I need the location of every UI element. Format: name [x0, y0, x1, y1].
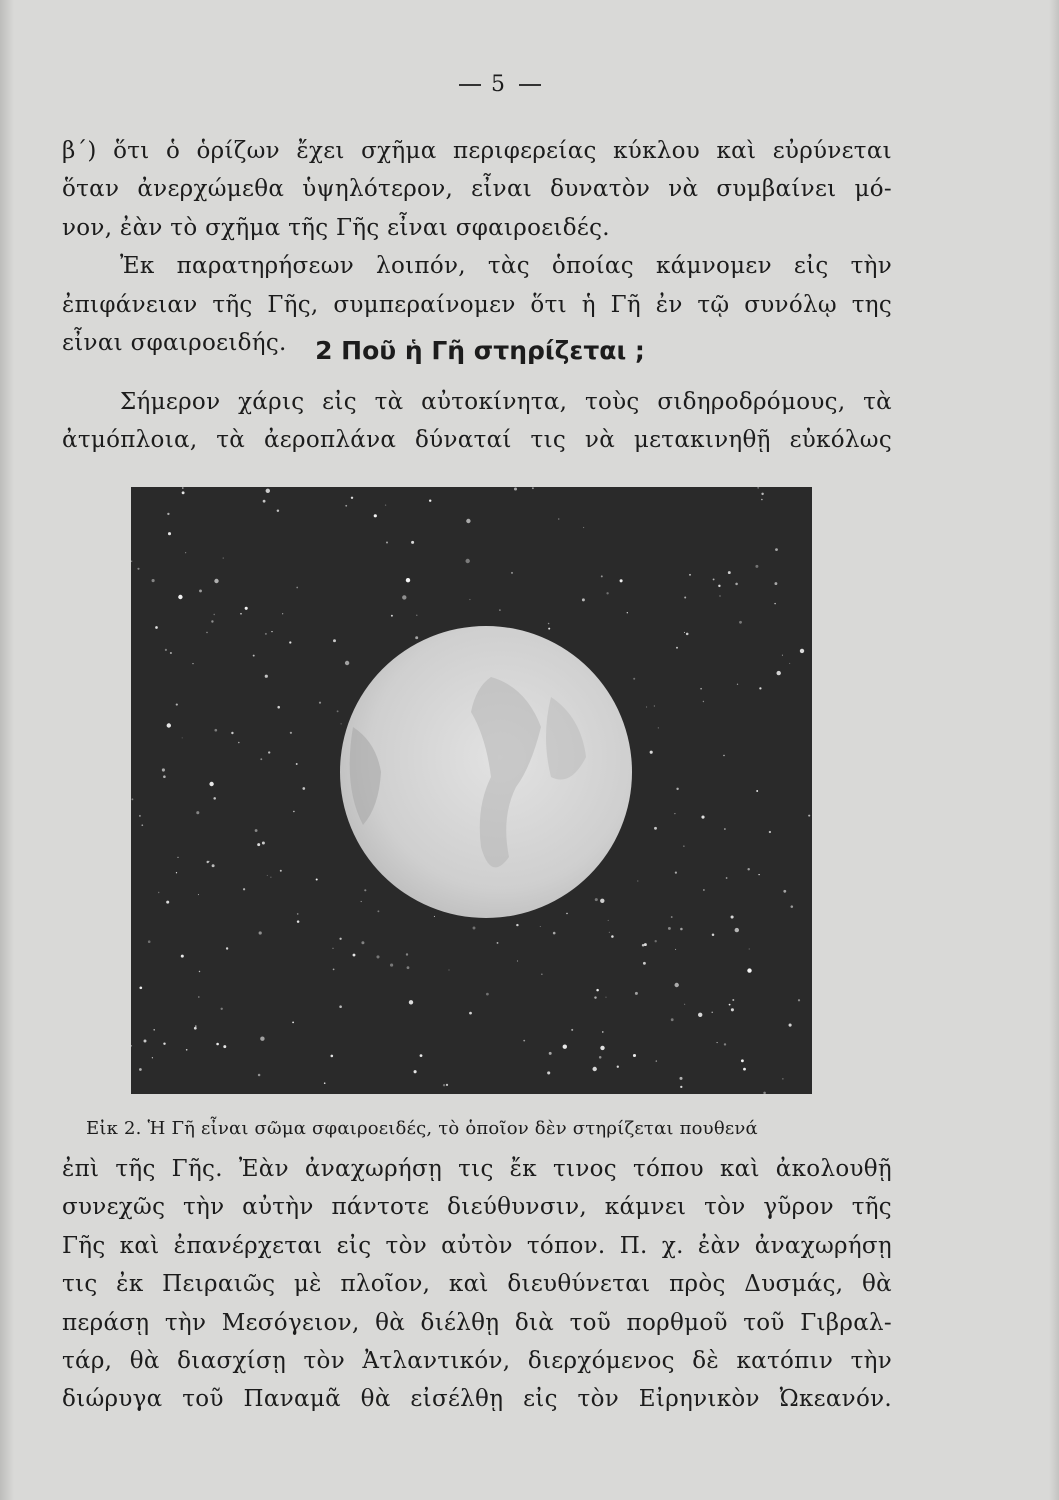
star: [292, 1021, 294, 1023]
star: [377, 910, 379, 912]
text-line: ὅταν ἀνερχώμεθα ὑψηλότερον, εἶναι δυνατὸν νὰ συμβαίνει μό-: [62, 176, 892, 203]
star: [601, 575, 603, 577]
star: [700, 688, 702, 690]
star: [737, 684, 738, 685]
star: [364, 889, 366, 891]
earth-figure: [131, 487, 812, 1094]
star: [231, 732, 233, 734]
star: [516, 924, 518, 926]
star: [789, 663, 790, 664]
star: [271, 631, 272, 632]
star: [680, 928, 683, 931]
star: [600, 899, 604, 903]
star: [469, 599, 470, 600]
star: [466, 559, 470, 563]
star: [549, 1052, 552, 1055]
star: [181, 955, 184, 958]
page-number: [0, 72, 1000, 97]
star: [499, 609, 501, 611]
star: [182, 487, 184, 489]
star: [583, 527, 584, 528]
star: [523, 1040, 525, 1042]
star: [214, 614, 215, 615]
star: [211, 620, 213, 622]
star: [718, 585, 720, 587]
star: [735, 928, 739, 932]
star: [749, 948, 750, 949]
star: [434, 916, 435, 917]
star: [798, 999, 800, 1001]
star: [611, 935, 614, 938]
star: [497, 942, 499, 944]
star: [296, 763, 298, 765]
star: [240, 613, 242, 615]
star: [658, 727, 659, 728]
star: [759, 687, 761, 689]
page-number-value: 5: [491, 72, 509, 97]
star: [654, 827, 657, 830]
star: [199, 589, 202, 592]
star: [333, 639, 336, 642]
star: [390, 964, 393, 967]
star: [213, 797, 216, 800]
text-line: ἀτμόπλοια, τὰ ἀεροπλάνα δύναταί τις νὰ μετακινηθῇ εὐκόλως: [62, 427, 892, 454]
star: [782, 655, 783, 656]
star: [620, 579, 623, 582]
star: [605, 997, 606, 998]
star: [177, 857, 178, 858]
star: [260, 1037, 264, 1041]
text-line: Σήμερον χάρις εἰς τὰ αὐτοκίνητα, τοὺς σιδηροδρόμους, τὰ: [120, 389, 892, 415]
star: [415, 636, 418, 639]
star: [153, 1029, 155, 1031]
star: [302, 787, 305, 790]
star: [280, 870, 282, 872]
star: [466, 519, 470, 523]
star: [255, 829, 258, 832]
star: [617, 1066, 619, 1068]
star: [808, 815, 810, 817]
star: [446, 1084, 448, 1086]
star: [192, 663, 193, 664]
star: [223, 558, 224, 559]
star: [263, 500, 266, 503]
star: [711, 1012, 712, 1013]
star: [376, 955, 379, 958]
star: [176, 704, 178, 706]
star: [385, 504, 386, 505]
star: [732, 999, 734, 1001]
star: [540, 926, 541, 927]
star: [679, 1077, 682, 1080]
text-line: Γῆς καὶ ἐπανέρχεται εἰς τὸν αὐτὸν τόπον. Π. χ. ἐὰν ἀναχωρήσῃ: [62, 1232, 892, 1259]
star: [800, 649, 804, 653]
star: [782, 1078, 783, 1079]
star: [163, 775, 166, 778]
star: [345, 505, 347, 507]
star: [409, 1000, 413, 1004]
star: [656, 1060, 657, 1061]
star: [593, 1067, 597, 1071]
star: [131, 561, 132, 562]
star: [265, 675, 268, 678]
star: [637, 880, 638, 881]
star: [675, 983, 679, 987]
star: [165, 649, 167, 651]
star: [148, 940, 151, 943]
star: [139, 1068, 142, 1071]
star: [265, 633, 267, 635]
star: [541, 974, 542, 975]
star: [755, 565, 758, 568]
star: [406, 578, 410, 582]
star: [724, 1043, 726, 1045]
star: [644, 943, 647, 946]
star: [337, 710, 339, 712]
star: [717, 1042, 718, 1043]
star: [654, 705, 655, 706]
star: [703, 889, 705, 891]
star: [139, 986, 142, 989]
star: [152, 1057, 153, 1058]
star: [726, 877, 728, 879]
star: [198, 996, 200, 998]
star: [683, 845, 684, 846]
star: [374, 514, 377, 517]
star: [448, 969, 449, 970]
star: [741, 1059, 744, 1062]
star: [253, 655, 255, 657]
star: [676, 647, 678, 649]
star: [676, 788, 678, 790]
star: [728, 571, 731, 574]
star: [671, 916, 673, 918]
star: [783, 890, 786, 893]
star: [712, 934, 715, 937]
star: [558, 518, 559, 519]
star: [739, 621, 742, 624]
star: [297, 913, 299, 915]
dash-right: [519, 84, 541, 86]
star: [514, 488, 517, 491]
star: [655, 940, 657, 942]
star: [162, 768, 165, 771]
page-edge-left: [0, 0, 14, 1500]
star: [221, 1008, 223, 1010]
top-paragraph: [62, 132, 892, 362]
star: [277, 706, 280, 709]
star: [411, 541, 414, 544]
star: [469, 1012, 472, 1015]
star: [563, 1045, 567, 1049]
star: [689, 574, 691, 576]
star: [167, 513, 169, 515]
star: [144, 1040, 147, 1043]
star: [595, 898, 598, 901]
star: [196, 811, 199, 814]
star: [553, 932, 556, 935]
star: [391, 615, 393, 617]
earth-in-space-illustration: [131, 487, 812, 1094]
text-line: ἐπιφάνειαν τῆς Γῆς, συμπεραίνομεν ὅτι ἡ Γῆ ἐν τῷ συνόλῳ της: [62, 291, 892, 318]
star: [547, 1071, 550, 1074]
star: [245, 607, 248, 610]
star: [731, 1008, 734, 1011]
star: [719, 595, 720, 596]
star: [186, 1049, 188, 1051]
page-edge-right: [1049, 0, 1059, 1500]
star: [517, 960, 518, 961]
star: [293, 811, 294, 812]
star: [243, 888, 245, 890]
star: [684, 597, 686, 599]
text-line: τις ἐκ Πειραιῶς μὲ πλοῖον, καὶ διευθύνεται πρὸς Δυσμάς, θὰ: [62, 1271, 892, 1298]
star: [266, 489, 270, 493]
star: [139, 815, 141, 817]
star: [182, 737, 183, 738]
star: [675, 872, 677, 874]
star: [361, 901, 362, 902]
star: [756, 790, 758, 792]
star: [680, 1086, 682, 1088]
star: [671, 1018, 674, 1021]
star: [131, 798, 133, 800]
star: [747, 968, 751, 972]
star: [199, 971, 200, 972]
star: [167, 723, 171, 727]
star: [633, 1054, 636, 1057]
star: [176, 872, 177, 873]
star: [226, 947, 228, 949]
star: [353, 954, 356, 957]
star: [178, 595, 182, 599]
star: [789, 1024, 792, 1027]
text-line: συνεχῶς τὴν αὐτὴν πάντοτε διεύθυνσιν, κάμνει τὸν γῦρον τῆς: [62, 1194, 892, 1221]
star: [297, 920, 300, 923]
text-line: εἶναι σφαιροειδής.: [62, 330, 287, 357]
star: [532, 487, 534, 489]
star: [406, 953, 408, 955]
star: [166, 901, 169, 904]
star: [163, 1042, 165, 1044]
bottom-paragraph: [62, 1150, 892, 1419]
star: [602, 1031, 603, 1032]
star: [548, 628, 550, 630]
star: [258, 1074, 261, 1077]
star: [296, 587, 298, 589]
star: [223, 1045, 226, 1048]
star: [608, 920, 609, 921]
star: [361, 941, 364, 944]
star: [206, 632, 207, 633]
star: [643, 962, 646, 965]
star: [182, 491, 185, 494]
star: [386, 542, 388, 544]
star: [282, 613, 283, 614]
text-line: περάσῃ τὴν Μεσόγειον, θὰ διέλθῃ διὰ τοῦ πορθμοῦ τοῦ Γιβραλ-: [62, 1309, 892, 1336]
star: [571, 1029, 573, 1031]
star: [238, 742, 240, 744]
star: [324, 1082, 326, 1084]
star: [594, 996, 596, 998]
star: [635, 992, 638, 995]
star: [332, 948, 333, 949]
star: [684, 632, 685, 633]
star: [319, 702, 321, 704]
star: [414, 1070, 417, 1073]
star: [429, 499, 431, 501]
star: [548, 623, 550, 625]
text-line: νον, ἐὰν τὸ σχῆμα τῆς Γῆς εἶναι σφαιροειδές.: [62, 214, 610, 241]
star: [701, 816, 704, 819]
star: [416, 615, 417, 616]
star: [158, 892, 159, 893]
star: [333, 969, 335, 971]
star: [758, 874, 759, 875]
star: [627, 612, 628, 613]
star: [713, 578, 715, 580]
star: [152, 579, 155, 582]
star: [633, 678, 635, 680]
star: [684, 1004, 685, 1005]
star: [582, 598, 585, 601]
star: [747, 868, 749, 870]
star: [675, 949, 676, 950]
star: [698, 1013, 702, 1017]
star: [723, 755, 724, 756]
star: [775, 548, 778, 551]
star: [277, 509, 279, 511]
star: [260, 758, 262, 760]
dash-left: [459, 84, 481, 86]
star: [185, 552, 186, 553]
star: [486, 993, 489, 996]
star: [566, 913, 567, 914]
text-line: διώρυγα τοῦ Παναμᾶ θὰ εἰσέλθῃ εἰς τὸν Εἰρηνικὸν Ὠκεανόν.: [62, 1386, 892, 1413]
star: [791, 905, 794, 908]
star: [599, 1056, 602, 1059]
star: [774, 603, 775, 604]
star: [155, 626, 158, 629]
star: [609, 932, 610, 933]
star: [420, 1054, 423, 1057]
section-heading: 2 Ποῦ ἡ Γῆ στηρίζεται ;: [315, 336, 645, 365]
star: [443, 1084, 445, 1086]
star: [674, 813, 675, 814]
star: [216, 1043, 219, 1046]
text-line: β΄) ὅτι ὁ ὁρίζων ἔχει σχῆμα περιφερείας κύκλου καὶ εὐρύνεται: [62, 138, 892, 164]
star: [407, 966, 410, 969]
star: [194, 1027, 197, 1030]
star: [729, 1004, 731, 1006]
star: [170, 652, 172, 654]
star: [207, 861, 209, 863]
star: [402, 595, 406, 599]
star: [596, 989, 599, 992]
star: [290, 732, 292, 734]
star: [214, 729, 217, 732]
star: [341, 723, 342, 724]
star: [668, 927, 671, 930]
star: [257, 843, 260, 846]
star: [735, 583, 738, 586]
intro-paragraph: [62, 383, 892, 460]
star: [351, 497, 353, 499]
star: [774, 582, 777, 585]
star: [195, 1025, 197, 1027]
star: [646, 706, 647, 707]
star: [198, 894, 199, 895]
star: [769, 831, 771, 833]
star: [212, 864, 215, 867]
star: [259, 931, 262, 934]
star: [761, 493, 763, 495]
star: [289, 641, 291, 643]
star: [270, 877, 271, 878]
text-line: τάρ, θὰ διασχίσῃ τὸν Ἀτλαντικόν, διερχόμενος δὲ κατόπιν τὴν: [62, 1348, 892, 1375]
star: [777, 671, 781, 675]
star: [761, 499, 763, 501]
star: [267, 875, 268, 876]
star: [686, 633, 689, 636]
star: [650, 751, 653, 754]
star: [339, 1005, 342, 1008]
star: [743, 1068, 746, 1071]
star: [345, 661, 349, 665]
figure-caption: Εἰκ 2. Ἡ Γῆ εἶναι σῶμα σφαιροειδές, τὸ ὁποῖον δὲν στηρίζεται πουθενά: [86, 1118, 758, 1139]
star: [724, 828, 726, 830]
star: [214, 579, 218, 583]
star: [331, 1055, 334, 1058]
earth-globe: [340, 626, 632, 918]
star: [262, 842, 265, 845]
star: [473, 927, 476, 930]
star: [600, 1046, 604, 1050]
star: [511, 572, 513, 574]
star: [268, 751, 270, 753]
star: [606, 592, 608, 594]
star: [703, 701, 704, 702]
star: [731, 915, 734, 918]
star: [316, 878, 318, 880]
text-line: ἐπὶ τῆς Γῆς. Ἐὰν ἀναχωρήσῃ τις ἔκ τινος τόπου καὶ ἀκολουθῇ: [62, 1156, 892, 1182]
star: [209, 782, 213, 786]
star: [339, 938, 341, 940]
star: [137, 568, 139, 570]
star: [168, 532, 171, 535]
text-line: Ἐκ παρατηρήσεων λοιπόν, τὰς ὁποίας κάμνομεν εἰς τὴν: [120, 253, 892, 280]
star: [141, 824, 143, 826]
